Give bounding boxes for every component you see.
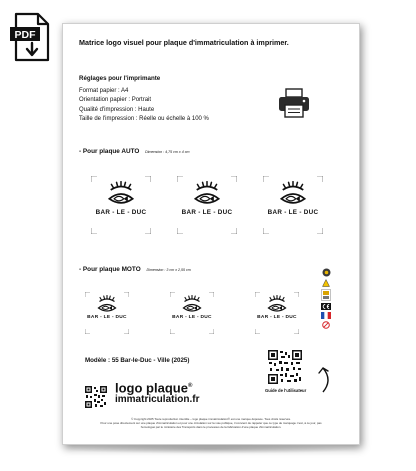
auto-logo-mark: [91, 176, 151, 234]
document-sheet: [62, 23, 360, 445]
sheet-floor-shadow: [60, 444, 360, 454]
crop-marks-icon: [170, 292, 214, 334]
crop-marks-icon: [91, 176, 151, 234]
crop-marks-icon: [263, 176, 323, 234]
brand-name-line1: logo plaque: [115, 380, 188, 396]
auto-logo-mark: [263, 176, 323, 234]
sticker-badge-icon: [321, 289, 331, 301]
setting-print-size: Taille de l'impression : Réelle ou échelle à 100 %: [79, 115, 209, 122]
made-in-france-flag-icon: [321, 312, 331, 319]
pdf-badge-label: PDF: [14, 29, 36, 41]
crop-marks-icon: [177, 176, 237, 234]
footer-line: Pour une pose directement sur une plaque d'immatriculation et pour une circulation sur la voie publique, il convient de rappeler que ce type de marquage n'est, à ce jour, pas: [100, 420, 322, 425]
moto-section-heading: [79, 266, 191, 273]
pdf-file-icon[interactable]: [10, 12, 50, 62]
user-guide-qr-code-icon[interactable]: [268, 350, 302, 384]
moto-logo-mark: [85, 292, 129, 334]
setting-orientation: Orientation papier : Portrait: [79, 97, 152, 104]
brand-name-line2: immatriculation.fr: [115, 394, 200, 406]
moto-logo-caption: BAR - LE - DUC: [87, 315, 127, 320]
footer-line: homologué par le ministère des Transports dans le processus de la fabrication d'une plaque d'immatriculation.: [140, 424, 282, 429]
printer-icon: [277, 87, 311, 119]
auto-heading-label: - Pour plaque AUTO: [79, 148, 140, 155]
auto-logo-caption: BAR - LE - DUC: [181, 209, 233, 216]
brand-logo: [115, 380, 199, 405]
printer-settings-list: [79, 87, 209, 124]
printer-settings-heading: Réglages pour l'imprimante: [79, 75, 161, 82]
crop-marks-icon: [85, 292, 129, 334]
warning-badge-icon: [322, 279, 330, 287]
moto-dimension: Dimension : 3 cm x 2,55 cm: [146, 268, 191, 272]
prohibited-badge-icon: [322, 321, 330, 329]
setting-quality: Qualité d'impression : Haute: [79, 106, 155, 113]
curved-arrow-icon: [303, 364, 333, 396]
auto-logo-caption: BAR - LE - DUC: [267, 209, 319, 216]
document-title: Matrice logo visuel pour plaque d'immatriculation à imprimer.: [79, 38, 289, 47]
moto-logo-caption: BAR - LE - DUC: [172, 315, 212, 320]
auto-section-heading: [79, 148, 189, 155]
brand-qr-code-icon[interactable]: [85, 386, 107, 408]
ce-mark-icon: [321, 303, 331, 310]
footer-line: © Copyright 2025 Toute reproduction interdite – logo plaque immatriculation® est une marque déposée. Tous droits réservés.: [131, 417, 291, 421]
setting-paper-format: Format papier : A4: [79, 88, 129, 94]
registered-mark: ®: [187, 383, 193, 389]
crop-marks-icon: [255, 292, 299, 334]
moto-logo-mark: [255, 292, 299, 334]
moto-logo-mark: [170, 292, 214, 334]
side-badges: [319, 268, 333, 331]
auto-dimension: Dimension : 4,75 cm x 4 cm: [145, 150, 190, 154]
user-guide-label: Guide de l'utilisateur: [265, 388, 307, 393]
country-emblem-badge-icon: [322, 268, 331, 277]
moto-heading-label: - Pour plaque MOTO: [79, 266, 141, 273]
copyright-footer: [73, 418, 349, 429]
model-name: Modèle : 55 Bar-le-Duc - Ville (2025): [85, 357, 190, 364]
auto-logo-caption: BAR - LE - DUC: [95, 209, 147, 216]
auto-logo-mark: [177, 176, 237, 234]
moto-logo-caption: BAR - LE - DUC: [257, 315, 297, 320]
